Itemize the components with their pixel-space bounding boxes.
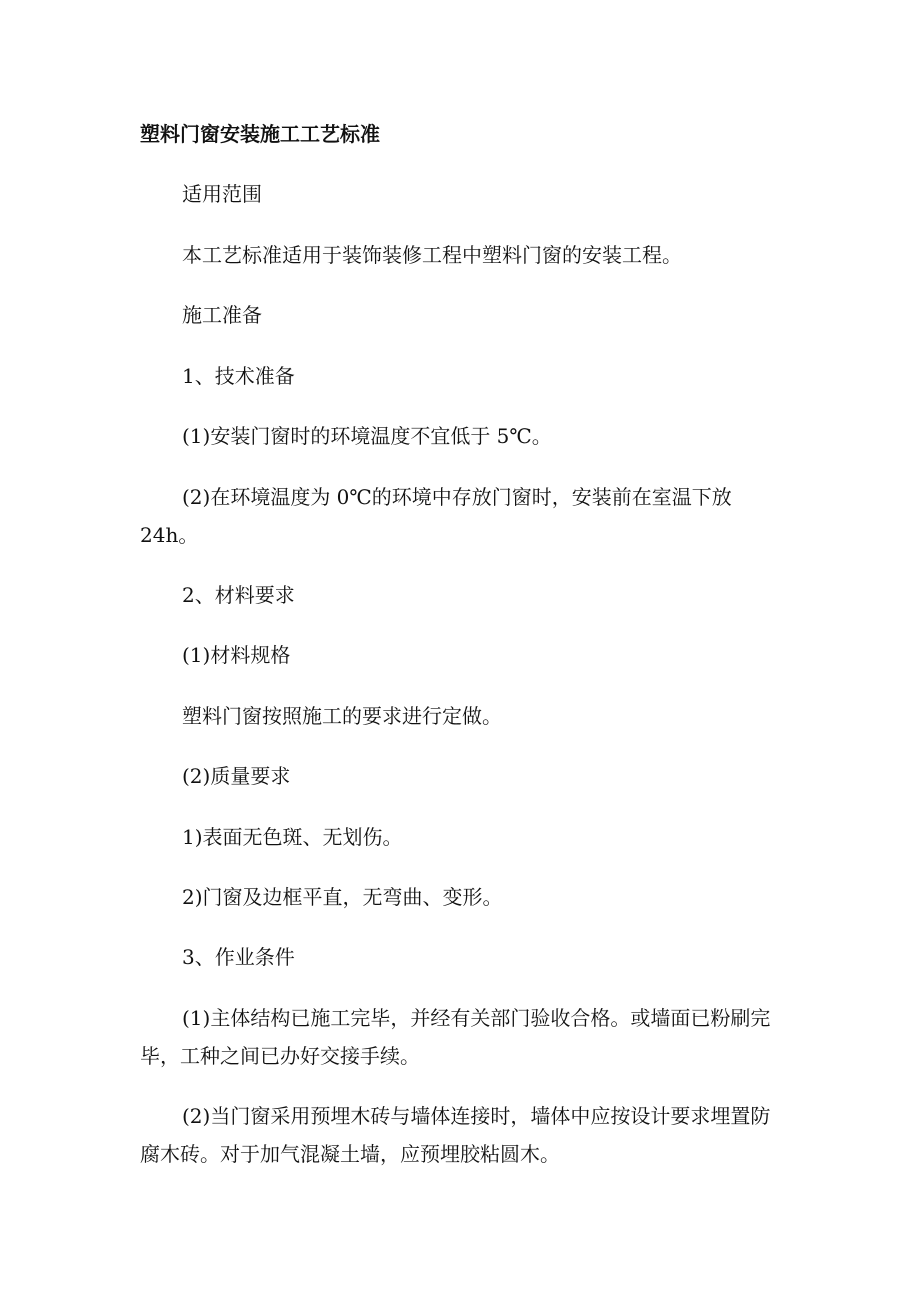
quality-item-1: 1)表面无色斑、无划伤。 bbox=[182, 825, 403, 849]
subheading-materials: 2、材料要求 bbox=[182, 583, 295, 607]
paragraph-storage: (2)在环境温度为 0℃的环境中存放门窗时，安装前在室温下放24h。 bbox=[140, 485, 732, 547]
paragraph-material-spec: 塑料门窗按照施工的要求进行定做。 bbox=[182, 704, 502, 728]
subheading-conditions: 3、作业条件 bbox=[182, 945, 295, 969]
paragraph-temperature: (1)安装门窗时的环境温度不宜低于 5℃。 bbox=[182, 424, 552, 448]
quality-item-2: 2)门窗及边框平直，无弯曲、变形。 bbox=[182, 885, 503, 909]
paragraph-condition-1: (1)主体结构已施工完毕，并经有关部门验收合格。或墙面已粉刷完毕，工种之间已办好交接手续。 bbox=[140, 1006, 771, 1068]
item-material-spec: (1)材料规格 bbox=[182, 643, 291, 667]
paragraph-scope-text: 本工艺标准适用于装饰装修工程中塑料门窗的安装工程。 bbox=[182, 243, 682, 267]
paragraph-condition-2: (2)当门窗采用预埋木砖与墙体连接时，墙体中应按设计要求埋置防腐木砖。对于加气混凝土墙，应预埋胶粘圆木。 bbox=[140, 1104, 771, 1166]
document-title: 塑料门窗安装施工工艺标准 bbox=[140, 122, 380, 146]
section-heading-scope: 适用范围 bbox=[182, 182, 262, 206]
subheading-technical: 1、技术准备 bbox=[182, 364, 295, 388]
section-heading-preparation: 施工准备 bbox=[182, 303, 262, 327]
item-quality: (2)质量要求 bbox=[182, 764, 291, 788]
